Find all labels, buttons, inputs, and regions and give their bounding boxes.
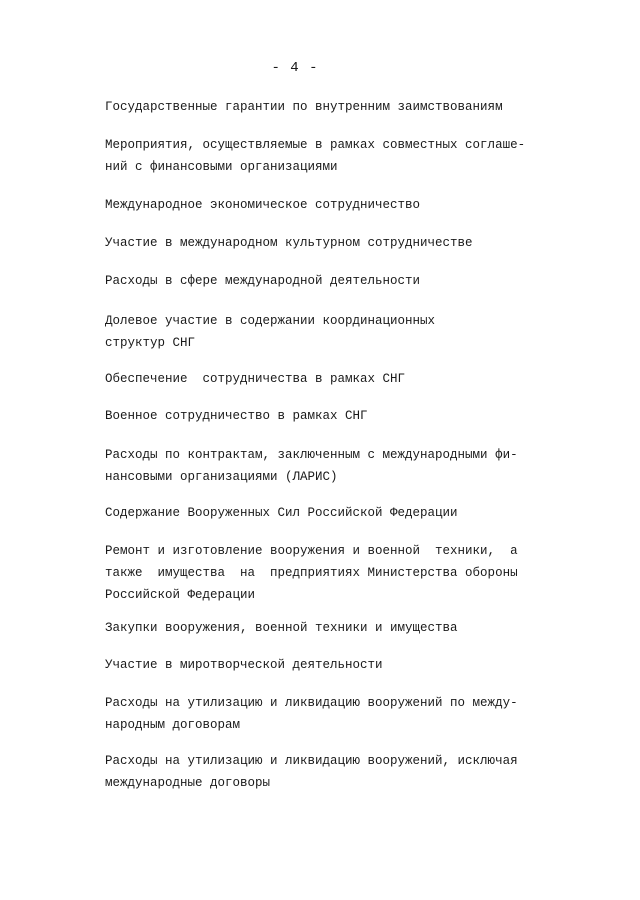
entry-weapons-procurement: Закупки вооружения, военной техники и имущества bbox=[105, 621, 458, 635]
entry-economic-cooperation: Международное экономическое сотрудничество bbox=[105, 198, 421, 212]
entry-cultural-cooperation: Участие в международном культурном сотрудничестве bbox=[105, 236, 473, 250]
entry-weapons-repair: Ремонт и изготовление вооружения и военной техники, а также имущества на предприятиях Министерства обороны Российской Федерации bbox=[105, 544, 518, 602]
entry-cis-coordination-structures: Долевое участие в содержании координационных структур СНГ bbox=[105, 314, 436, 350]
entry-disposal-excluding-treaties: Расходы на утилизацию и ликвидацию вооружений, исключая международные договоры bbox=[105, 754, 518, 790]
entry-peacekeeping: Участие в миротворческой деятельности bbox=[105, 658, 383, 672]
entry-state-guarantees: Государственные гарантии по внутренним заимствованиям bbox=[105, 100, 503, 114]
entry-armed-forces-maintenance: Содержание Вооруженных Сил Российской Федерации bbox=[105, 506, 458, 520]
page-number: - 4 - bbox=[271, 60, 319, 76]
entry-international-activity: Расходы в сфере международной деятельности bbox=[105, 274, 421, 288]
entry-disposal-international: Расходы на утилизацию и ликвидацию вооружений по между- народным договорам bbox=[105, 696, 518, 732]
entry-cis-cooperation: Обеспечение сотрудничества в рамках СНГ bbox=[105, 372, 406, 386]
entry-cis-military-cooperation: Военное сотрудничество в рамках СНГ bbox=[105, 409, 368, 423]
entry-laris-contracts: Расходы по контрактам, заключенным с международными фи- нансовыми организациями (ЛАРИС) bbox=[105, 448, 518, 484]
entry-joint-agreements: Мероприятия, осуществляемые в рамках совместных соглаше- ний с финансовыми организациями bbox=[105, 138, 526, 174]
